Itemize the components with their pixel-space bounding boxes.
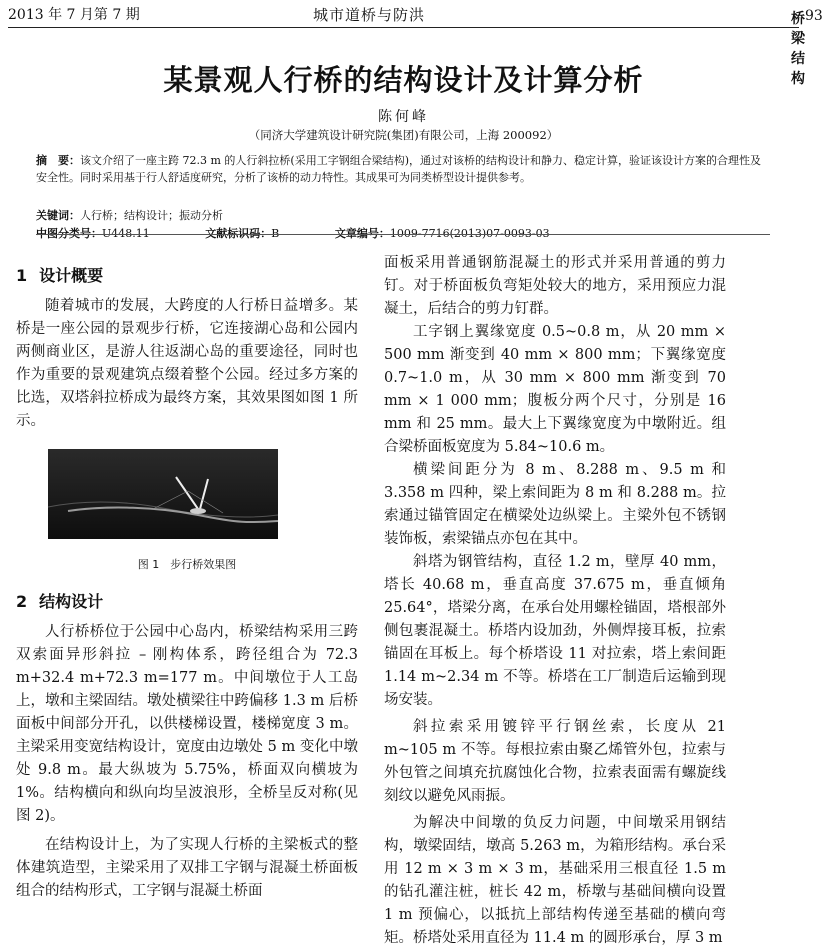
article-number-value: 1009-7716(2013)07-0093-03: [389, 227, 550, 240]
section-title: 结构设计: [39, 592, 104, 611]
abstract-text: 该文介绍了一座主跨 72.3 m 的人行斜拉桥(采用工字钢组合梁结构)，通过对该桥的结构设计和静力、稳定计算，验证该设计方案的合理性及安全性。同时采用基于行人舒适度研究，分析了该桥的动力特性。其成果可为同类桥型设计提供参考。: [36, 154, 761, 184]
abstract-label: 摘 要：: [36, 154, 80, 167]
left-column: [16, 258, 358, 903]
section-heading-1: [16, 264, 358, 287]
class-value: U448.11: [102, 227, 150, 240]
article-meta: [36, 207, 770, 241]
header-rule: [8, 27, 799, 28]
bridge-rendering-graphic: [48, 449, 278, 539]
paragraph: 斜拉索采用镀锌平行钢丝索，长度从 21 m~105 m 不等。每根拉索由聚乙烯管外包，拉索与外包管之间填充抗腐蚀化合物，拉索表面需有螺旋线刻纹以避免风雨振。: [384, 719, 726, 804]
paragraph: 在结构设计上，为了实现人行桥的主梁板式的整体建筑造型，主梁采用了双排工字钢与混凝土桥面板组合的结构形式，工字钢与混凝土桥面: [16, 837, 358, 899]
paragraph: 为解决中间墩的负反力问题，中间墩采用钢结构，墩梁固结，墩高 5.263 m，为箱形结构。承台采用 12 m × 3 m × 3 m，基础采用三根直径 1.5 m 的钻孔灌注桩，桩长 42 m，桥墩与基础间横向设置 1 m 预偏心，以抵抗上部结构传递至基础的横向弯矩。桥塔处采用直径为 11.4 m 的圆形承台，厚 3 m: [384, 815, 726, 946]
paragraph: 横梁间距分为 8 m、8.288 m、9.5 m 和 3.358 m 四种，梁上索间距为 8 m 和 8.288 m。拉索通过锚管固定在横梁处边纵梁上。主梁外包不锈钢装饰板，索梁锚点亦包在其中。: [384, 462, 726, 547]
right-column: [384, 252, 726, 950]
article-number-label: 文章编号：: [334, 227, 390, 240]
keywords-value: 人行桥；结构设计；振动分析: [80, 209, 223, 222]
journal-name: 城市道桥与防洪: [313, 6, 426, 24]
abstract-rule: [36, 234, 770, 235]
affiliation: （同济大学建筑设计研究院(集团)有限公司，上海 200092）: [248, 128, 559, 142]
section-number: 1: [16, 266, 28, 285]
section-heading-2: [16, 590, 358, 613]
issue-date: 2013 年 7 月第 7 期: [8, 7, 140, 23]
doc-code-label: 文献标识码：: [205, 227, 272, 240]
paragraph: 面板采用普通钢筋混凝土的形式并采用普通的剪力钉。对于桥面板负弯矩处较大的地方，采用预应力混凝土，后结合的剪力钉群。: [384, 255, 726, 317]
class-label: 中图分类号：: [36, 227, 102, 240]
paragraph: 随着城市的发展，大跨度的人行桥日益增多。某桥是一座公园的景观步行桥，它连接湖心岛和公园内两侧商业区，是游人往返湖心岛的重要途径，同时也作为重要的景观建筑点缀着整个公园。经过多方案的比选，双塔斜拉桥成为最终方案，其效果图如图 1 所示。: [16, 298, 358, 429]
paragraph: 斜塔为钢管结构，直径 1.2 m，壁厚 40 mm，塔长 40.68 m，垂直高度 37.675 m，垂直倾角 25.64°，塔梁分离，在承台处用螺栓锚固，塔根部外侧包裹混凝土。桥塔内设加劲，外侧焊接耳板，拉索锚固在耳板上。每个桥塔设 11 对拉索，塔上索间距 1.14 m~2.34 m 不等。桥塔在工厂制造后运输到现场安装。: [384, 554, 726, 708]
bridge-rendering-image: [48, 449, 278, 539]
section-name: 桥梁结构: [791, 11, 805, 87]
section-title: 设计概要: [39, 266, 104, 285]
section-number: 2: [16, 592, 28, 611]
paragraph: 工字钢上翼缘宽度 0.5~0.8 m，从 20 mm × 500 mm 渐变到 40 mm × 800 mm；下翼缘宽度 0.7~1.0 m，从 30 mm × 800 mm 渐变到 70 mm × 1 000 mm；腹板分两个尺寸，分别是 16 mm 和 25 mm。最大上下翼缘宽度为中墩附近。组合梁桥面板宽度为 5.84~10.6 m。: [384, 324, 726, 455]
keywords-label: 关键词：: [36, 209, 80, 222]
author: 陈何峰: [378, 109, 429, 125]
doc-code-value: B: [271, 227, 280, 240]
keywords: [36, 207, 770, 223]
page-number: 93: [805, 8, 823, 24]
paper-title: 某景观人行桥的结构设计及计算分析: [163, 63, 644, 97]
abstract: [36, 152, 770, 186]
classification-row: [36, 225, 770, 241]
paragraph: 人行桥桥位于公园中心岛内，桥梁结构采用三跨双索面异形斜拉 – 刚构体系，跨径组合为 72.3 m+32.4 m+72.3 m=177 m。中间墩位于人工岛上，墩和主梁固结。墩处横梁往中跨偏移 1.3 m 后桥面板中间部分开孔，以供楼梯设置，楼梯宽度 3 m。主梁采用变宽结构设计，宽度由边墩处 5 m 变化中墩处 9.8 m。最大纵坡为 5.75%，桥面双向横坡为 1%。结构横向和纵向均呈波浪形，全桥呈反对称(见图 2)。: [16, 624, 358, 824]
figure-caption: 图 1 步行桥效果图: [137, 558, 237, 571]
